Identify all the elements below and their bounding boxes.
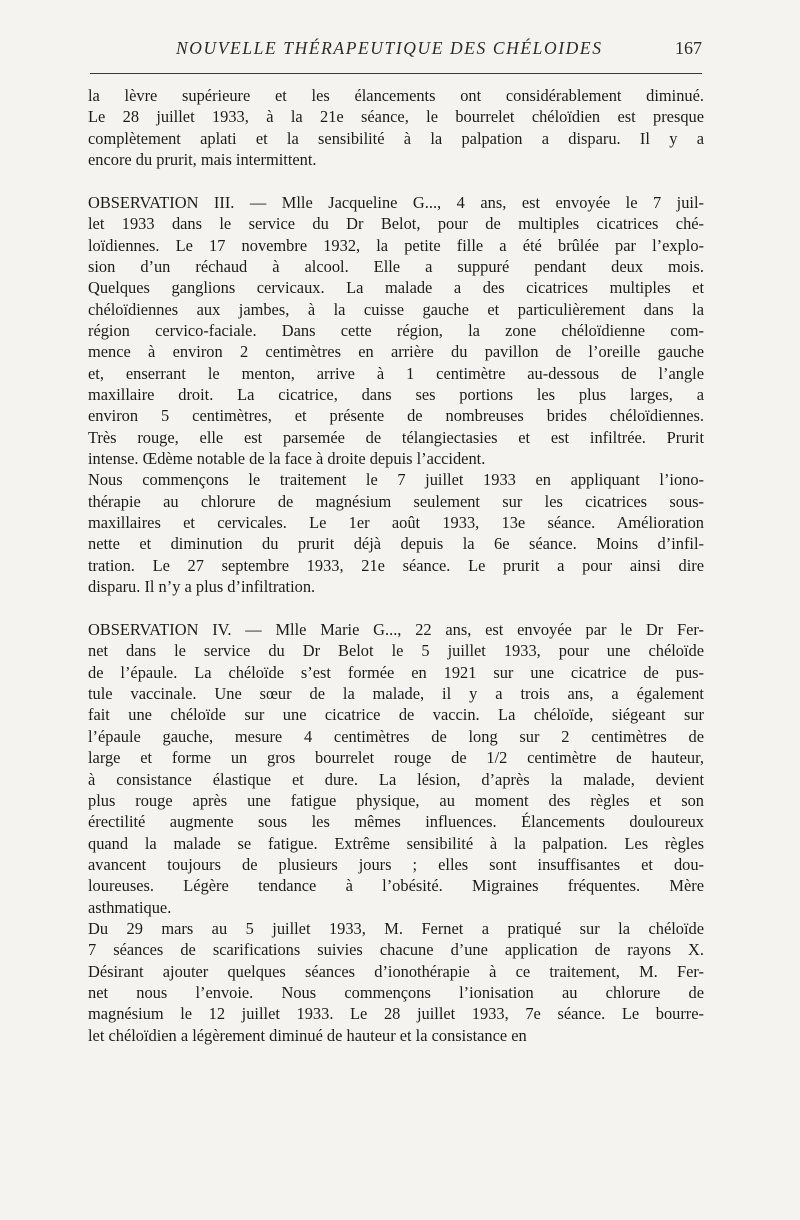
text-line: plus rouge après une fatigue physique, au moment des règles et son: [88, 790, 704, 810]
text-line: tule vaccinale. Une sœur de la malade, il y a trois ans, a également: [88, 684, 704, 704]
text-line: chéloïdiennes aux jambes, à la cuisse gauche et particulièrement dans la: [88, 299, 704, 319]
text-line: érectilité augmente sous les mêmes influences. Élancements douloureux: [88, 812, 704, 832]
text-line: let 1933 dans le service du Dr Belot, pour de multiples cicatrices ché-: [88, 214, 704, 234]
text-line: intense. Œdème notable de la face à droite depuis l’accident.: [88, 449, 486, 469]
text-line: net nous l’envoie. Nous commençons l’ionisation au chlorure de: [88, 982, 704, 1002]
header-rule: [90, 73, 702, 74]
text-line: Du 29 mars au 5 juillet 1933, M. Fernet a pratiqué sur la chéloïde: [88, 918, 704, 938]
page-number: 167: [675, 38, 702, 58]
text-line: asthmatique.: [88, 897, 172, 917]
text-line: environ 5 centimètres, et présente de nombreuses brides chéloïdiennes.: [88, 406, 704, 426]
text-line: Le 28 juillet 1933, à la 21e séance, le bourrelet chéloïdien est presque: [88, 107, 704, 127]
text-line: let chéloïdien a légèrement diminué de hauteur et la consistance en: [88, 1025, 527, 1045]
text-line: Quelques ganglions cervicaux. La malade a des cicatrices multiples et: [88, 278, 704, 298]
text-line: loureuses. Légère tendance à l’obésité. Migraines fréquentes. Mère: [88, 876, 704, 896]
text-line: Désirant ajouter quelques séances d’ionothérapie à ce traitement, M. Fer-: [88, 961, 704, 981]
text-line: maxillaires et cervicales. Le 1er août 1933, 13e séance. Amélioration: [88, 513, 704, 533]
text-line: complètement aplati et la sensibilité à la palpation a disparu. Il y a: [88, 128, 704, 148]
text-line: disparu. Il n’y a plus d’infiltration.: [88, 577, 316, 597]
paragraph-gap: [88, 598, 704, 620]
text-line: l’épaule gauche, mesure 4 centimètres de long sur 2 centimètres de: [88, 726, 704, 746]
text-line: avancent toujours de plusieurs jours ; elles sont insuffisantes et dou-: [88, 854, 704, 874]
text-line: loïdiennes. Le 17 novembre 1932, la petite fille a été brûlée par l’explo-: [88, 235, 704, 255]
paragraph: [88, 85, 704, 170]
text-line: magnésium le 12 juillet 1933. Le 28 juillet 1933, 7e séance. Le bourre-: [88, 1004, 704, 1024]
text-line: thérapie au chlorure de magnésium seulement sur les cicatrices sous-: [88, 491, 704, 511]
text-line: à consistance élastique et dure. La lésion, d’après la malade, devient: [88, 769, 704, 789]
text-line: tration. Le 27 septembre 1933, 21e séance. Le prurit a pour ainsi dire: [88, 555, 704, 575]
text-line: large et forme un gros bourrelet rouge de 1/2 centimètre de hauteur,: [88, 748, 704, 768]
text-line: la lèvre supérieure et les élancements ont considérablement diminué.: [88, 86, 704, 105]
paragraph: [88, 619, 704, 918]
text-line: Très rouge, elle est parsemée de télangiectasies et est infiltrée. Prurit: [88, 427, 704, 447]
text-line: et, enserrant le menton, arrive à 1 centimètre au-dessous de l’angle: [88, 363, 704, 383]
text-line: net dans le service du Dr Belot le 5 juillet 1933, pour une chéloïde: [88, 641, 704, 661]
text-line: quand la malade se fatigue. Extrême sensibilité à la palpation. Les règles: [88, 833, 704, 853]
text-line: OBSERVATION III. — Mlle Jacqueline G..., 4 ans, est envoyée le 7 juil-: [88, 192, 704, 212]
paragraph-gap: [88, 170, 704, 192]
running-title: NOUVELLE THÉRAPEUTIQUE DES CHÉLOIDES: [176, 38, 603, 58]
page-header: [90, 38, 702, 64]
text-line: fait une chéloïde sur une cicatrice de vaccin. La chéloïde, siégeant sur: [88, 705, 704, 725]
text-line: maxillaire droit. La cicatrice, dans ses portions les plus larges, a: [88, 385, 704, 405]
paragraph: [88, 918, 704, 1046]
text-line: sion d’un réchaud à alcool. Elle a suppuré pendant deux mois.: [88, 257, 704, 276]
text-line: 7 séances de scarifications suivies chacune d’une application de rayons X.: [88, 940, 704, 960]
text-line: région cervico-faciale. Dans cette région, la zone chéloïdienne com-: [88, 321, 704, 341]
text-line: encore du prurit, mais intermittent.: [88, 150, 317, 170]
text-line: mence à environ 2 centimètres en arrière du pavillon de l’oreille gauche: [88, 342, 704, 362]
body-text: [88, 85, 704, 1046]
text-line: nette et diminution du prurit déjà depuis la 6e séance. Moins d’infil-: [88, 534, 704, 554]
paragraph: [88, 469, 704, 597]
text-line: Nous commençons le traitement le 7 juillet 1933 en appliquant l’iono-: [88, 470, 704, 490]
text-line: OBSERVATION IV. — Mlle Marie G..., 22 ans, est envoyée par le Dr Fer-: [88, 620, 704, 640]
text-line: de l’épaule. La chéloïde s’est formée en 1921 sur une cicatrice de pus-: [88, 662, 704, 682]
paragraph: [88, 192, 704, 469]
